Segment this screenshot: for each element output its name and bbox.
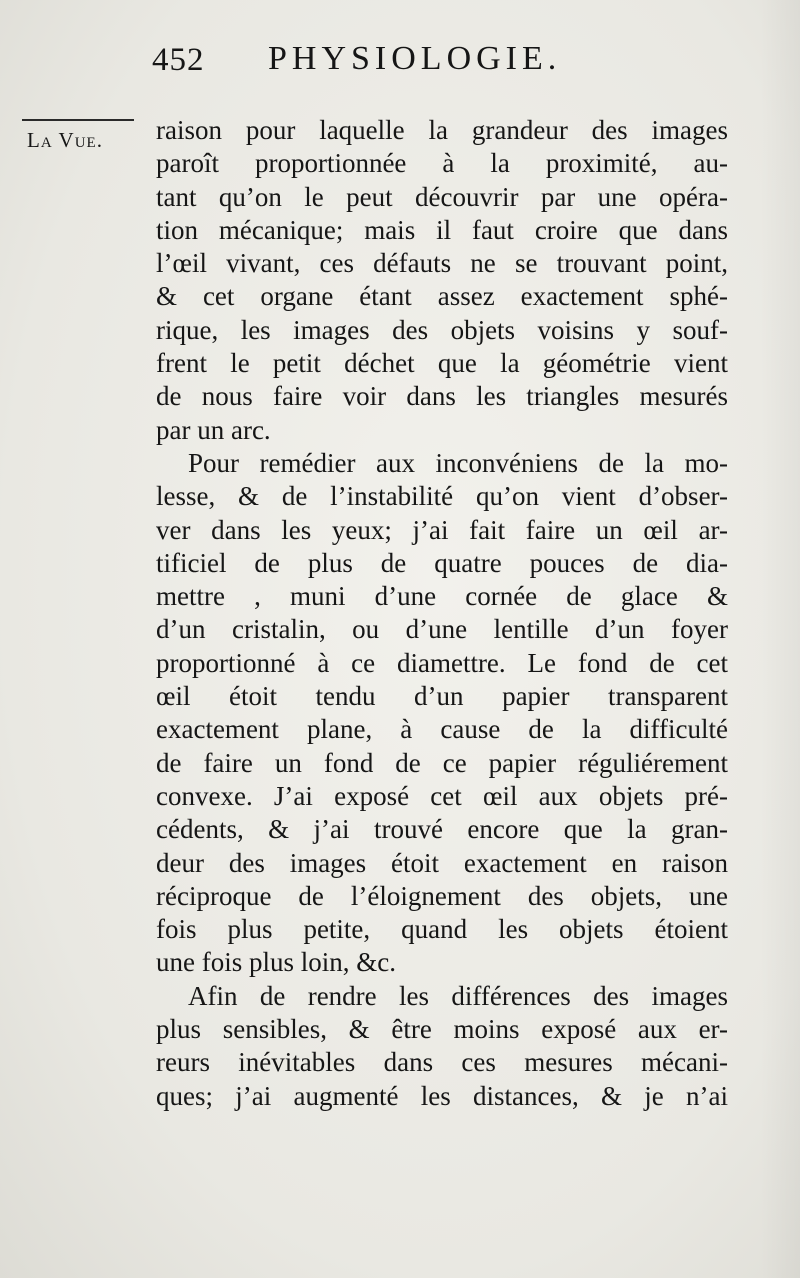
- text-line: ver dans les yeux; j’ai fait faire un œil ar-: [156, 514, 728, 545]
- text-line: d’un cristalin, ou d’une lentille d’un foyer: [156, 614, 728, 645]
- text-line: paroît proportionnée à la proximité, au-: [156, 148, 728, 179]
- body-text: [156, 114, 728, 1113]
- text-line: tificiel de plus de quatre pouces de dia-: [156, 547, 728, 578]
- text-line: de faire un fond de ce papier réguliérement: [156, 747, 728, 778]
- text-line: tion mécanique; mais il faut croire que dans: [156, 214, 728, 245]
- margin-rule: [22, 119, 134, 121]
- text-line: œil étoit tendu d’un papier transparent: [156, 681, 728, 712]
- text-line: tant qu’on le peut découvrir par une opéra-: [156, 181, 728, 212]
- text-line: exactement plane, à cause de la difficulté: [156, 714, 728, 745]
- text-line: frent le petit déchet que la géométrie vient: [156, 348, 728, 379]
- paragraph-start-line: Pour remédier aux inconvéniens de la mo-: [188, 447, 728, 478]
- text-line: ques; j’ai augmenté les distances, & je n’ai: [156, 1080, 728, 1111]
- text-line: proportionné à ce diamettre. Le fond de cet: [156, 647, 728, 678]
- text-line: l’œil vivant, ces défauts ne se trouvant point,: [156, 248, 728, 279]
- page-edge-shadow: [760, 0, 800, 1278]
- running-title: PHYSIOLOGIE.: [268, 40, 562, 77]
- text-line: rique, les images des objets voisins y souf-: [156, 314, 728, 345]
- page-number: 452: [152, 42, 205, 78]
- text-line: réciproque de l’éloignement des objets, une: [156, 880, 728, 911]
- text-line: reurs inévitables dans ces mesures mécani-: [156, 1047, 728, 1078]
- text-line: fois plus petite, quand les objets étoient: [156, 914, 728, 945]
- text-line: raison pour laquelle la grandeur des images: [156, 115, 728, 145]
- margin-note: La Vue.: [27, 128, 103, 152]
- text-line: & cet organe étant assez exactement sphé-: [156, 281, 728, 312]
- text-line: de nous faire voir dans les triangles mesurés: [156, 381, 728, 412]
- text-line: lesse, & de l’instabilité qu’on vient d’obser-: [156, 481, 728, 512]
- text-line: plus sensibles, & être moins exposé aux er-: [156, 1014, 728, 1045]
- text-line: mettre , muni d’une cornée de glace &: [156, 581, 728, 612]
- text-line: convexe. J’ai exposé cet œil aux objets pré-: [156, 780, 728, 811]
- text-line: deur des images étoit exactement en raison: [156, 847, 728, 878]
- text-line: par un arc.: [156, 414, 271, 445]
- paragraph-start-line: Afin de rendre les différences des images: [188, 980, 728, 1011]
- text-line: cédents, & j’ai trouvé encore que la gran-: [156, 814, 728, 845]
- text-line: une fois plus loin, &c.: [156, 947, 396, 978]
